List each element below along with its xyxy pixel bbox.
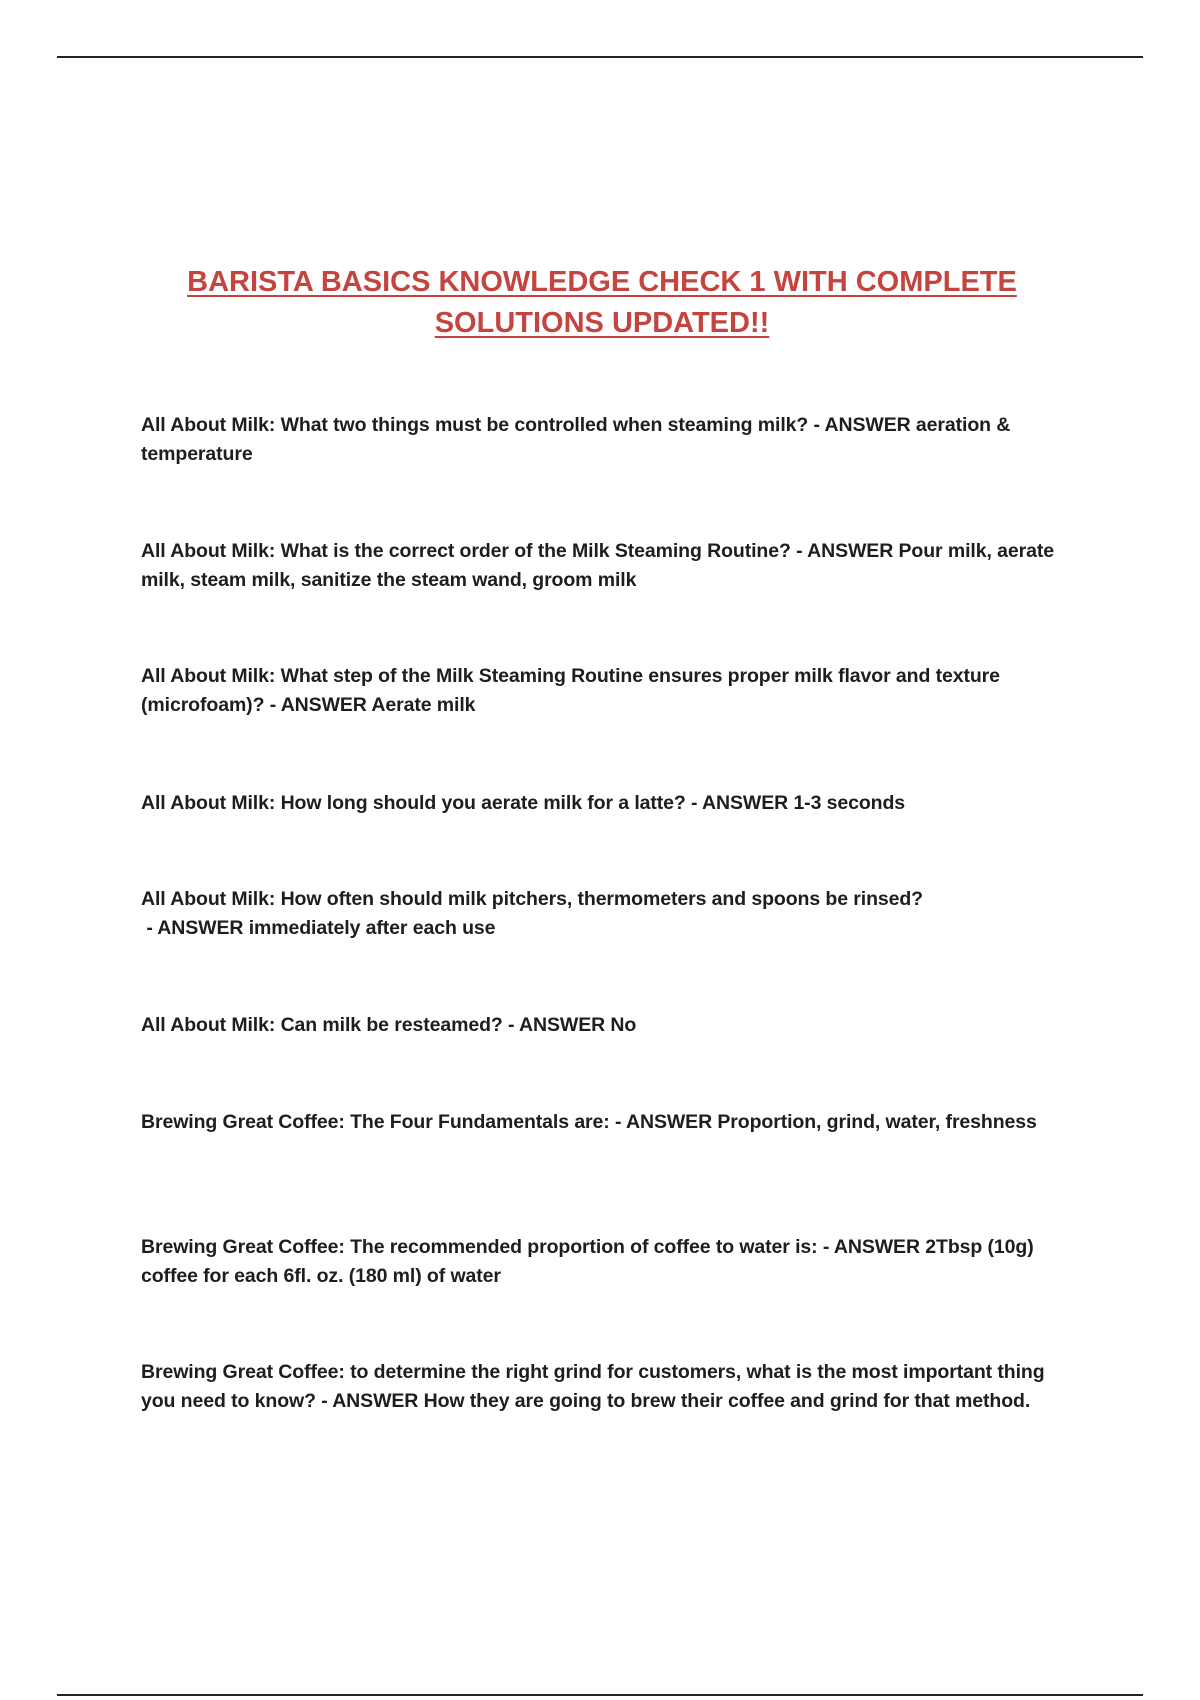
qa-item (141, 885, 1061, 943)
answer-separator: - ANSWER (790, 540, 899, 562)
document-title: BARISTA BASICS KNOWLEDGE CHECK 1 WITH COMPLETE SOLUTIONS UPDATED!! (187, 266, 1017, 339)
question-text: All About Milk: What step of the Milk Steaming Routine ensures proper milk flavor and texture (microfoam)? (141, 665, 1000, 716)
qa-item (141, 789, 1061, 818)
question-text: All About Milk: How long should you aerate milk for a latte? (141, 792, 686, 814)
top-rule (57, 56, 1143, 58)
qa-item (141, 662, 1061, 720)
answer-separator: - ANSWER (264, 694, 372, 716)
answer-text: Pour milk, aerate milk, steam milk, sanitize the steam wand, groom milk (141, 540, 1054, 591)
answer-text: Aerate milk (371, 694, 476, 716)
answer-text: 2Tbsp (10g) coffee for each 6fl. oz. (180 ml) of water (141, 1236, 1034, 1287)
qa-item (141, 1108, 1061, 1137)
question-text: All About Milk: How often should milk pitchers, thermometers and spoons be rinsed? (141, 888, 923, 910)
qa-item (141, 1233, 1061, 1291)
answer-separator: - ANSWER (315, 1390, 424, 1412)
answer-separator: - ANSWER (817, 1236, 926, 1258)
question-text: Brewing Great Coffee: to determine the right grind for customers, what is the most important thing you need to know? (141, 1361, 1045, 1412)
question-text: Brewing Great Coffee: The Four Fundamentals are: (141, 1111, 610, 1133)
answer-text: Proportion, grind, water, freshness (717, 1111, 1037, 1133)
question-text: All About Milk: What is the correct order of the Milk Steaming Routine? (141, 540, 791, 562)
qa-item (141, 411, 1061, 469)
answer-text: No (610, 1014, 637, 1036)
answer-text: 1-3 seconds (793, 792, 906, 814)
qa-item (141, 537, 1061, 595)
answer-text: How they are going to brew their coffee and grind for that method. (423, 1390, 1031, 1412)
qa-item (141, 1358, 1061, 1416)
answer-separator: - ANSWER (141, 917, 249, 939)
answer-text: immediately after each use (248, 917, 496, 939)
answer-separator: - ANSWER (609, 1111, 718, 1133)
question-text: Brewing Great Coffee: The recommended proportion of coffee to water is: (141, 1236, 818, 1258)
bottom-rule (57, 1694, 1143, 1696)
question-text: All About Milk: Can milk be resteamed? (141, 1014, 503, 1036)
answer-text: aeration & temperature (141, 414, 1011, 465)
answer-separator: - ANSWER (685, 792, 794, 814)
answer-separator: - ANSWER (502, 1014, 611, 1036)
qa-item (141, 1011, 1061, 1040)
answer-separator: - ANSWER (808, 414, 916, 436)
question-text: All About Milk: What two things must be controlled when steaming milk? (141, 414, 809, 436)
